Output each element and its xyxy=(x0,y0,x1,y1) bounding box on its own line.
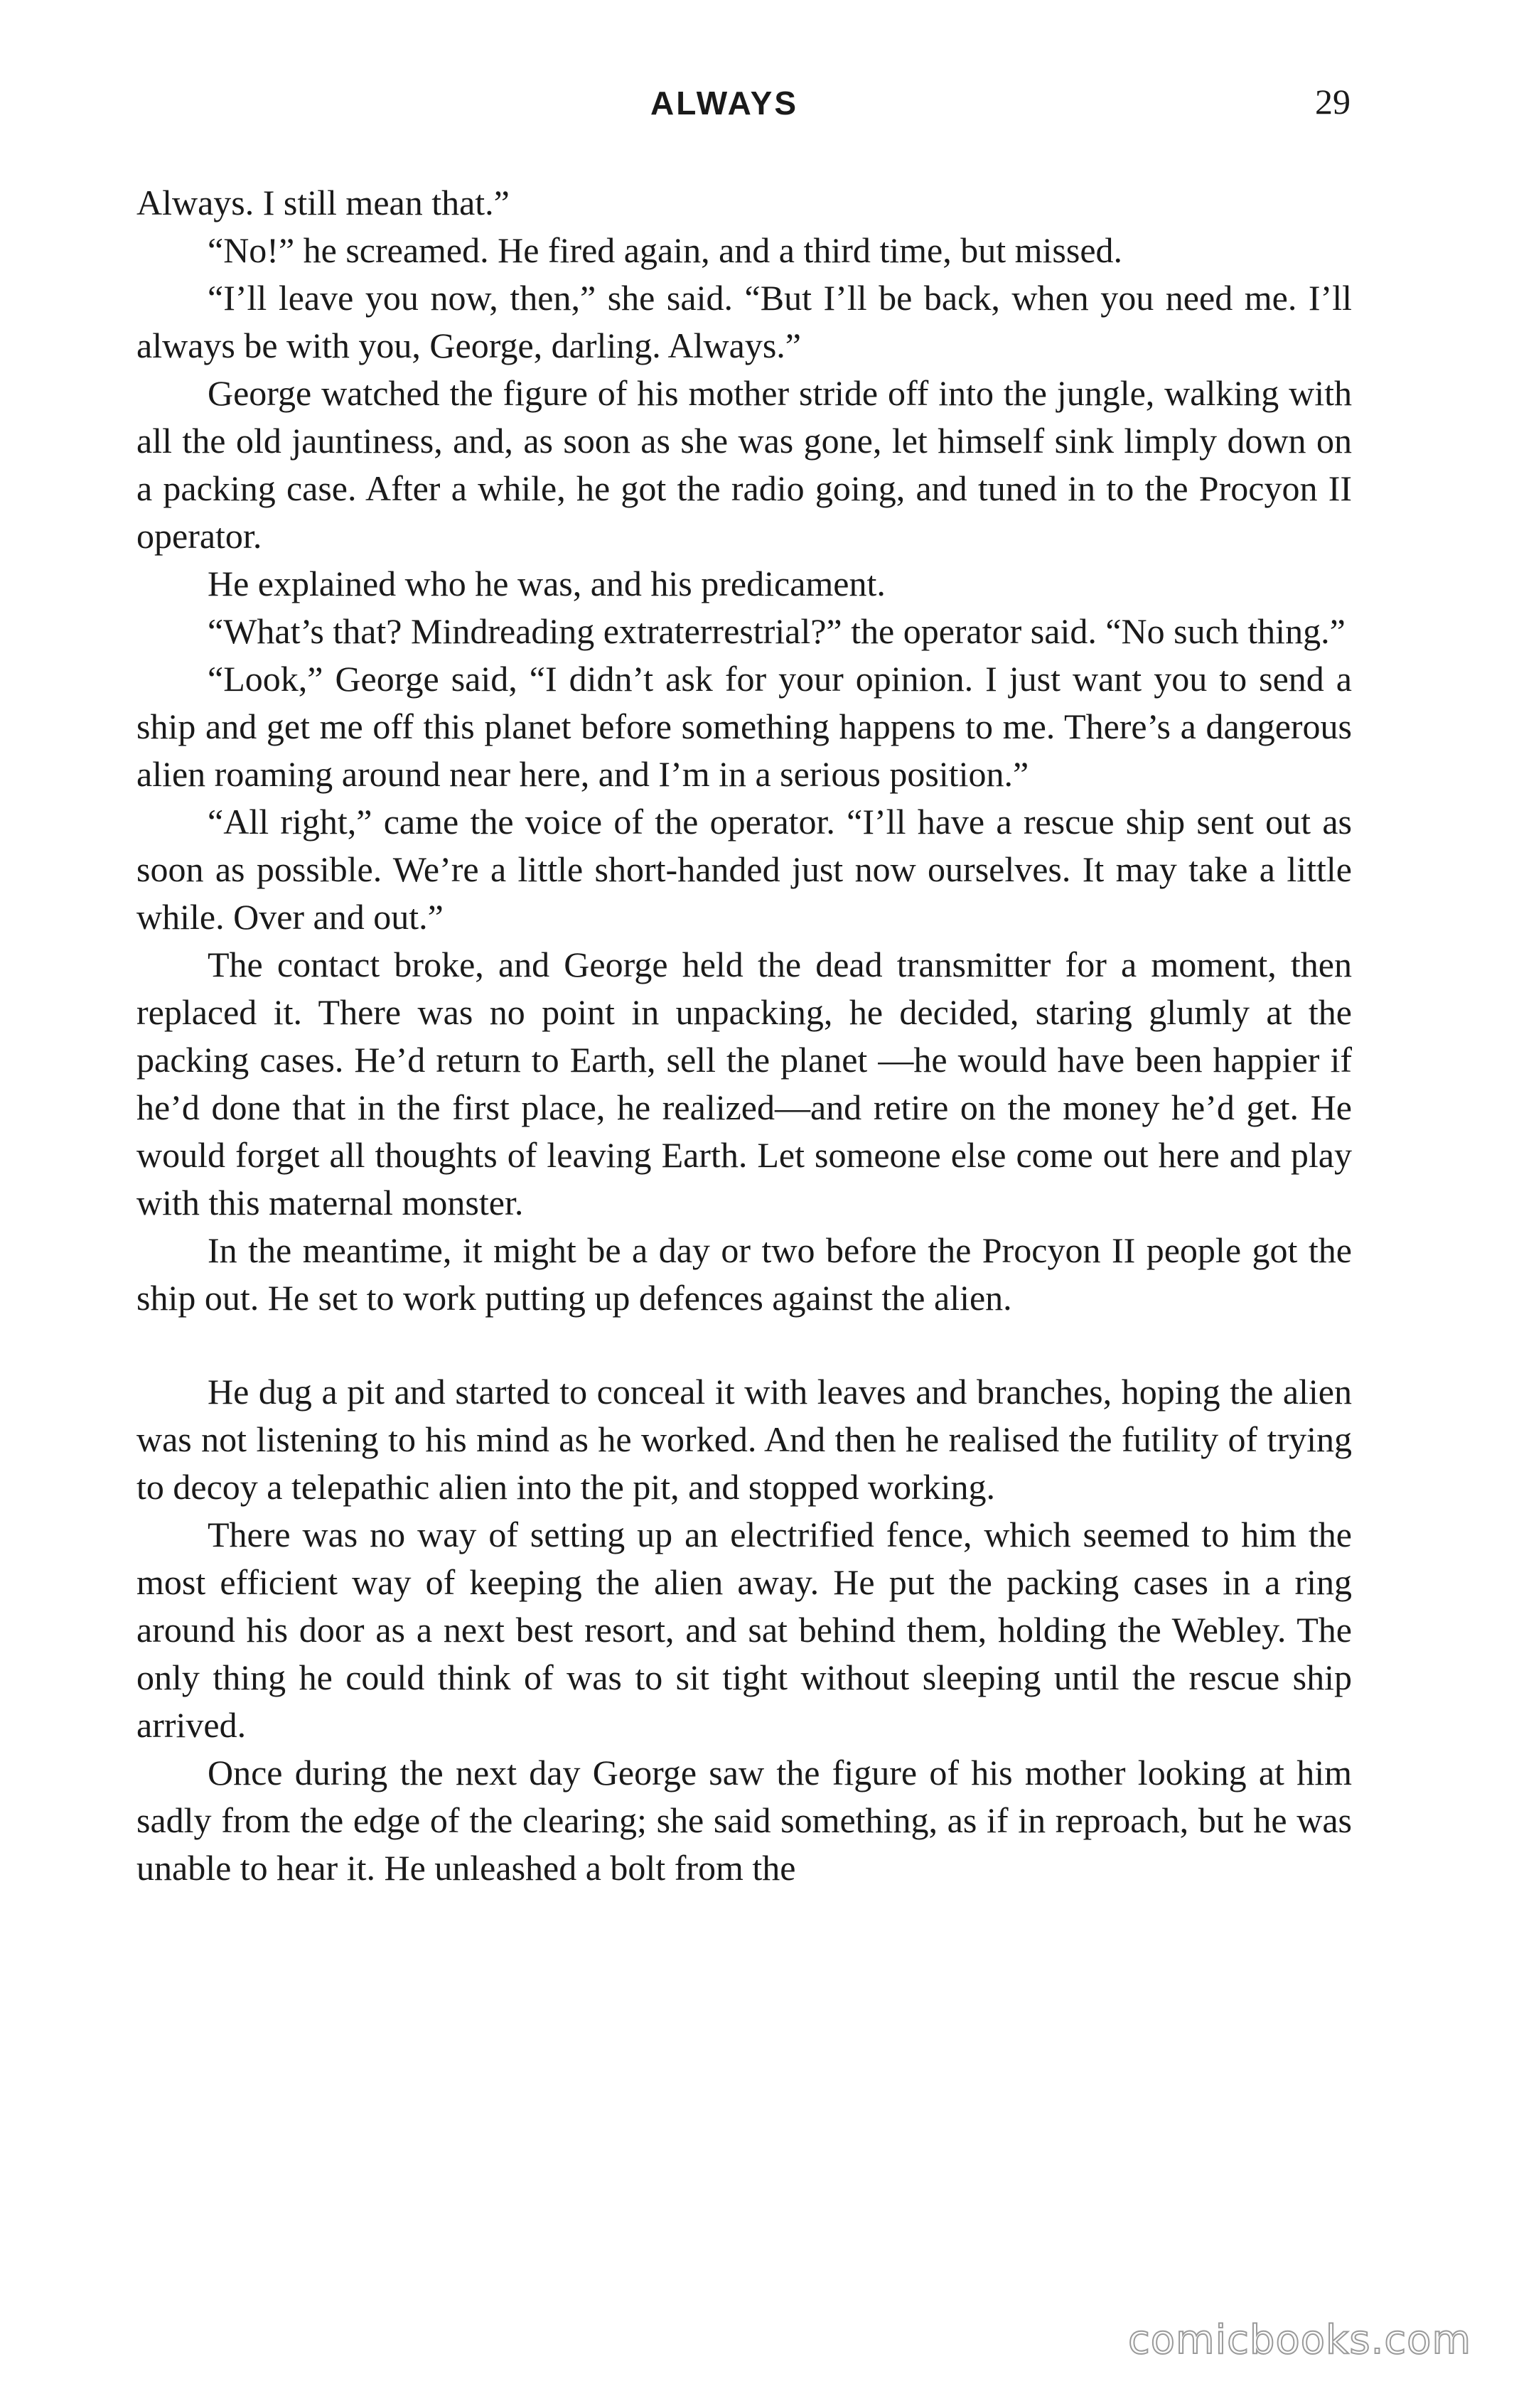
paragraph: “Look,” George said, “I didn’t ask for your opinion. I just want you to send a ship and get me off this planet before something happens to me. There’s a dangerous alien roaming around near here, and I’m in a serious position.” xyxy=(136,659,1352,794)
running-title: ALWAYS xyxy=(650,85,799,122)
paragraph: “I’ll leave you now, then,” she said. “But I’ll be back, when you need me. I’ll always be with you, George, darling. Always.” xyxy=(136,278,1352,365)
page-header xyxy=(0,0,1514,142)
paragraph: In the meantime, it might be a day or two before the Procyon II people got the ship out. He set to work putting up defences against the alien. xyxy=(136,1230,1352,1318)
watermark: comicbooks.com xyxy=(1127,2317,1471,2363)
paragraph: “All right,” came the voice of the operator. “I’ll have a rescue ship sent out as soon as possible. We’re a little short-handed just now ourselves. It may take a little while. Over and out.” xyxy=(136,802,1352,937)
paragraph: George watched the figure of his mother stride off into the jungle, walking with all the old jauntiness, and, as soon as she was gone, let himself sink limply down on a packing case. After a while, he got the radio going, and tuned in to the Procyon II operator. xyxy=(136,373,1352,556)
paragraph: Once during the next day George saw the figure of his mother looking at him sadly from the edge of the clearing; she said something, as if in reproach, but he was unable to hear it. He unleashed a bolt from the xyxy=(136,1753,1352,1888)
paragraph: The contact broke, and George held the dead transmitter for a moment, then replaced it. There was no point in unpacking, he decided, staring glumly at the packing cases. He’d return to Earth, sell the planet —he would have been happier if he’d done that in the first place, he realized—and retire on the money he’d get. He would forget all thoughts of leaving Earth. Let someone else come out here and play with this maternal monster. xyxy=(136,945,1352,1222)
paragraph: He dug a pit and started to conceal it with leaves and branches, hoping the alien was not listening to his mind as he worked. And then he realised the futility of trying to decoy a telepathic alien into the pit, and stopped working. xyxy=(136,1372,1352,1507)
paragraph: “What’s that? Mindreading extraterrestrial?” the operator said. “No such thing.” xyxy=(208,611,1346,651)
paragraph: He explained who he was, and his predicament. xyxy=(208,564,886,603)
paragraph: Always. I still mean that.” xyxy=(136,183,510,222)
body-text xyxy=(136,179,1352,1892)
paragraph: “No!” he screamed. He fired again, and a third time, but missed. xyxy=(208,230,1123,270)
paragraph: There was no way of setting up an electrified fence, which seemed to him the most efficient way of keeping the alien away. He put the packing cases in a ring around his door as a next best resort, and sat behind them, holding the Webley. The only thing he could think of was to sit tight without sleeping until the rescue ship arrived. xyxy=(136,1515,1352,1745)
page-number: 29 xyxy=(1315,82,1351,122)
